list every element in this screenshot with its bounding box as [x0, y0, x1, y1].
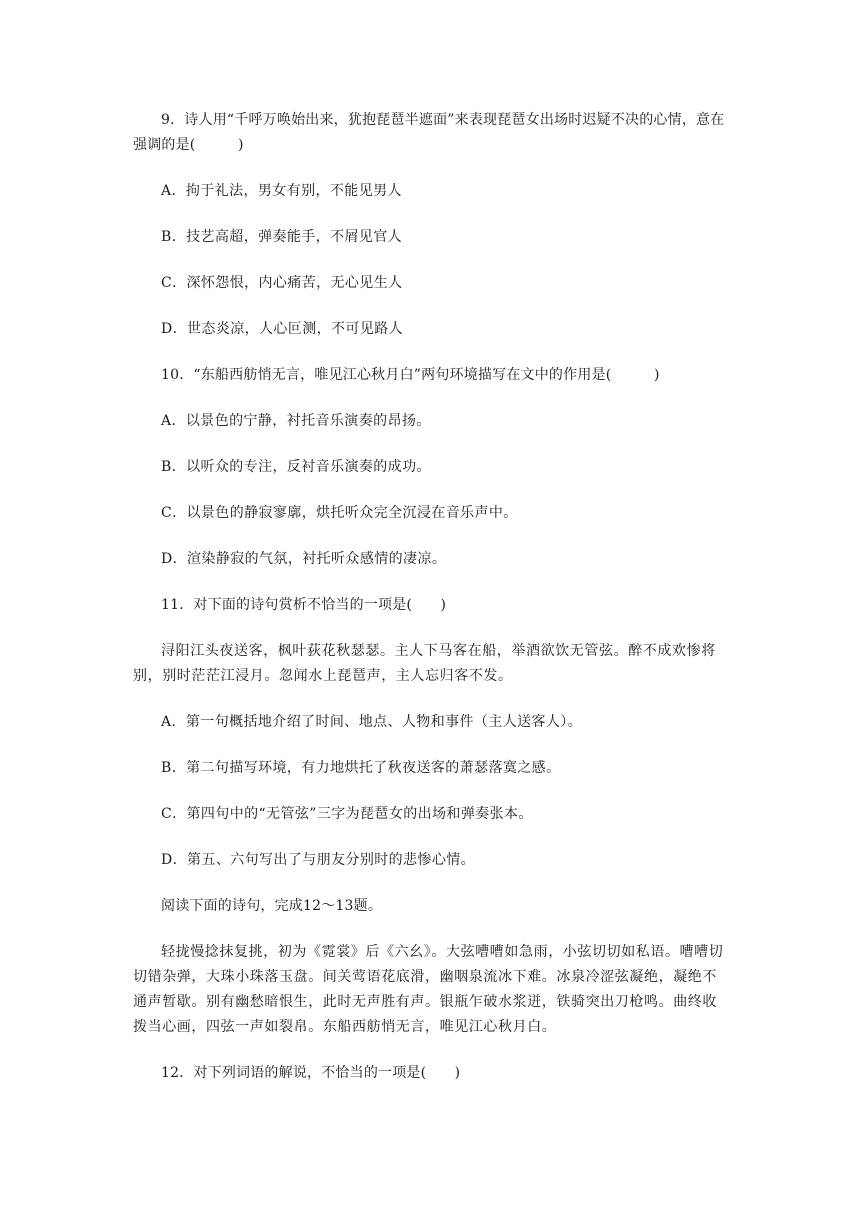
document-body: [133, 108, 729, 1107]
question-10-option-d: D．渲染静寂的气氛，衬托听众感情的凄凉。: [161, 551, 447, 567]
question-10: 10．“东船西舫悄无言，唯见江心秋月白”两句环境描写在文中的作用是( ): [161, 367, 660, 383]
question-11: 11．对下面的诗句赏析不恰当的一项是( ): [161, 597, 447, 613]
question-11-option-b: B．第二句描写环境，有力地烘托了秋夜送客的萧瑟落寞之感。: [161, 760, 561, 776]
question-11-option-c: C．第四句中的“无管弦”三字为琵琶女的出场和弹奏张本。: [161, 806, 533, 822]
question-11-option-d: D．第五、六句写出了与朋友分别时的悲惨心情。: [161, 852, 476, 868]
question-10-option-b: B．以听众的专注，反衬音乐演奏的成功。: [161, 459, 431, 475]
reading-instruction: 阅读下面的诗句，完成12～13题。: [161, 898, 383, 914]
question-9-option-b: B．技艺高超，弹奏能手，不屑见官人: [161, 229, 403, 245]
question-12: 12．对下列词语的解说，不恰当的一项是( ): [161, 1065, 461, 1081]
question-9-option-a: A．拘于礼法，男女有别，不能见男人: [161, 183, 402, 199]
question-9-option-d: D．世态炎凉，人心叵测，不可见路人: [161, 321, 404, 337]
question-9-option-c: C．深怀怨恨，内心痛苦，无心见生人: [161, 275, 403, 291]
question-10-option-a: A．以景色的宁静，衬托音乐演奏的昂扬。: [161, 413, 431, 429]
question-9: 9．诗人用“千呼万唤始出来，犹抱琵琶半遮面”来表现琵琶女出场时迟疑不决的心情，意在强调的是( ): [133, 112, 725, 153]
question-11-option-a: A．第一句概括地介绍了时间、地点、人物和事件（主人送客人）。: [161, 714, 583, 730]
poem-excerpt-1: 浔阳江头夜送客，枫叶荻花秋瑟瑟。主人下马客在船，举酒欲饮无管弦。醉不成欢惨将别，别时茫茫江浸月。忽闻水上琵琶声，主人忘归客不发。: [133, 643, 716, 684]
poem-excerpt-2: 轻拢慢捻抹复挑，初为《霓裳》后《六幺》。大弦嘈嘈如急雨，小弦切切如私语。嘈嘈切切错杂弹，大珠小珠落玉盘。间关莺语花底滑，幽咽泉流冰下难。冰泉冷涩弦凝绝，凝绝不通声暂歇。别有幽愁暗恨生，此时无声胜有声。银瓶乍破水浆迸，铁骑突出刀枪鸣。曲终收拨当心画，四弦一声如裂帛。东船西舫悄无言，唯见江心秋月白。: [133, 944, 724, 1035]
question-10-option-c: C．以景色的静寂寥廓，烘托听众完全沉浸在音乐声中。: [161, 505, 518, 521]
